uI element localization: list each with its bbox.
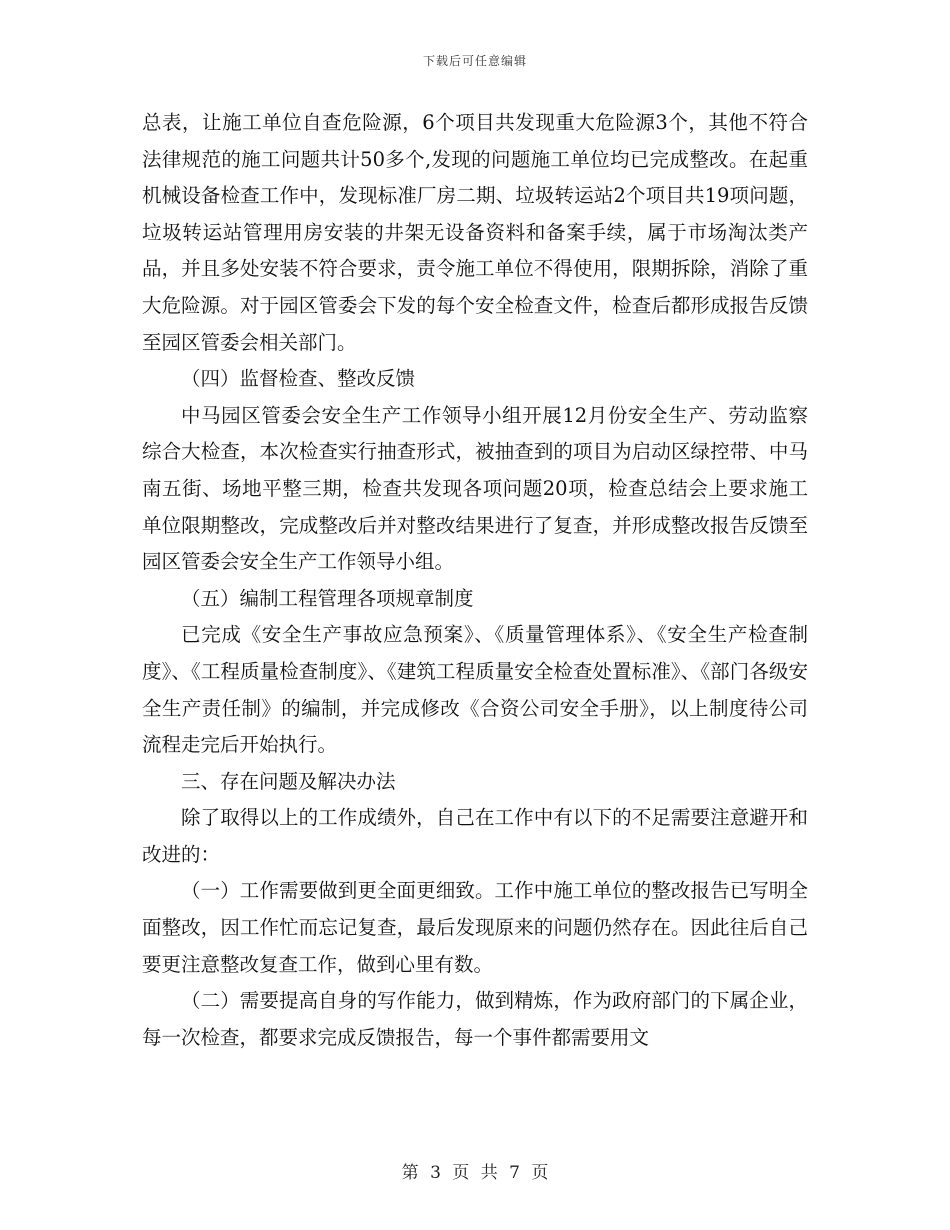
paragraph: 除了取得以上的工作成绩外，自己在工作中有以下的不足需要注意避开和改进的：: [142, 806, 808, 866]
page-footer: 第 3 页 共 7 页: [401, 1163, 549, 1183]
section-heading: 三、存在问题及解决办法: [181, 769, 396, 793]
section-heading: （五）编制工程管理各项规章制度: [181, 586, 474, 610]
paragraph: （一）工作需要做到更全面更细致。工作中施工单位的整改报告已写明全面整改，因工作忙而忘记复查，最后发现原来的问题仍然存在。因此往后自己要更注意整改复查工作，做到心里有数。: [142, 879, 808, 976]
document-body: [142, 105, 808, 1056]
section-heading: （四）监督检查、整改反馈: [181, 367, 416, 391]
page-header: 下载后可任意编辑: [422, 54, 527, 68]
paragraph: （二）需要提高自身的写作能力，做到精炼，作为政府部门的下属企业，每一次检查，都要求完成反馈报告，每一个事件都需要用文: [142, 989, 808, 1049]
paragraph: 中马园区管委会安全生产工作领导小组开展12月份安全生产、劳动监察综合大检查，本次检查实行抽查形式，被抽查到的项目为启动区绿控带、中马南五街、场地平整三期，检查共发现各项问题20项，检查总结会上要求施工单位限期整改，完成整改后并对整改结果进行了复查，并形成整改报告反馈至园区管委会安全生产工作领导小组。: [142, 403, 808, 574]
paragraph: 总表，让施工单位自查危险源，6个项目共发现重大危险源3个，其他不符合法律规范的施工问题共计50多个,发现的问题施工单位均已完成整改。在起重机械设备检查工作中，发现标准厂房二期、垃圾转运站2个项目共19项问题，垃圾转运站管理用房安装的井架无设备资料和备案手续，属于市场淘汰类产品，并且多处安装不符合要求，责令施工单位不得使用，限期拆除，消除了重大危险源。对于园区管委会下发的每个安全检查文件，检查后都形成报告反馈至园区管委会相关部门。: [142, 111, 808, 354]
paragraph: 已完成《安全生产事故应急预案》、《质量管理体系》、《安全生产检查制度》、《工程质量检查制度》、《建筑工程质量安全检查处置标准》、《部门各级安全生产责任制》的编制，并完成修改《合资公司安全手册》，以上制度待公司流程走完后开始执行。: [142, 623, 808, 757]
